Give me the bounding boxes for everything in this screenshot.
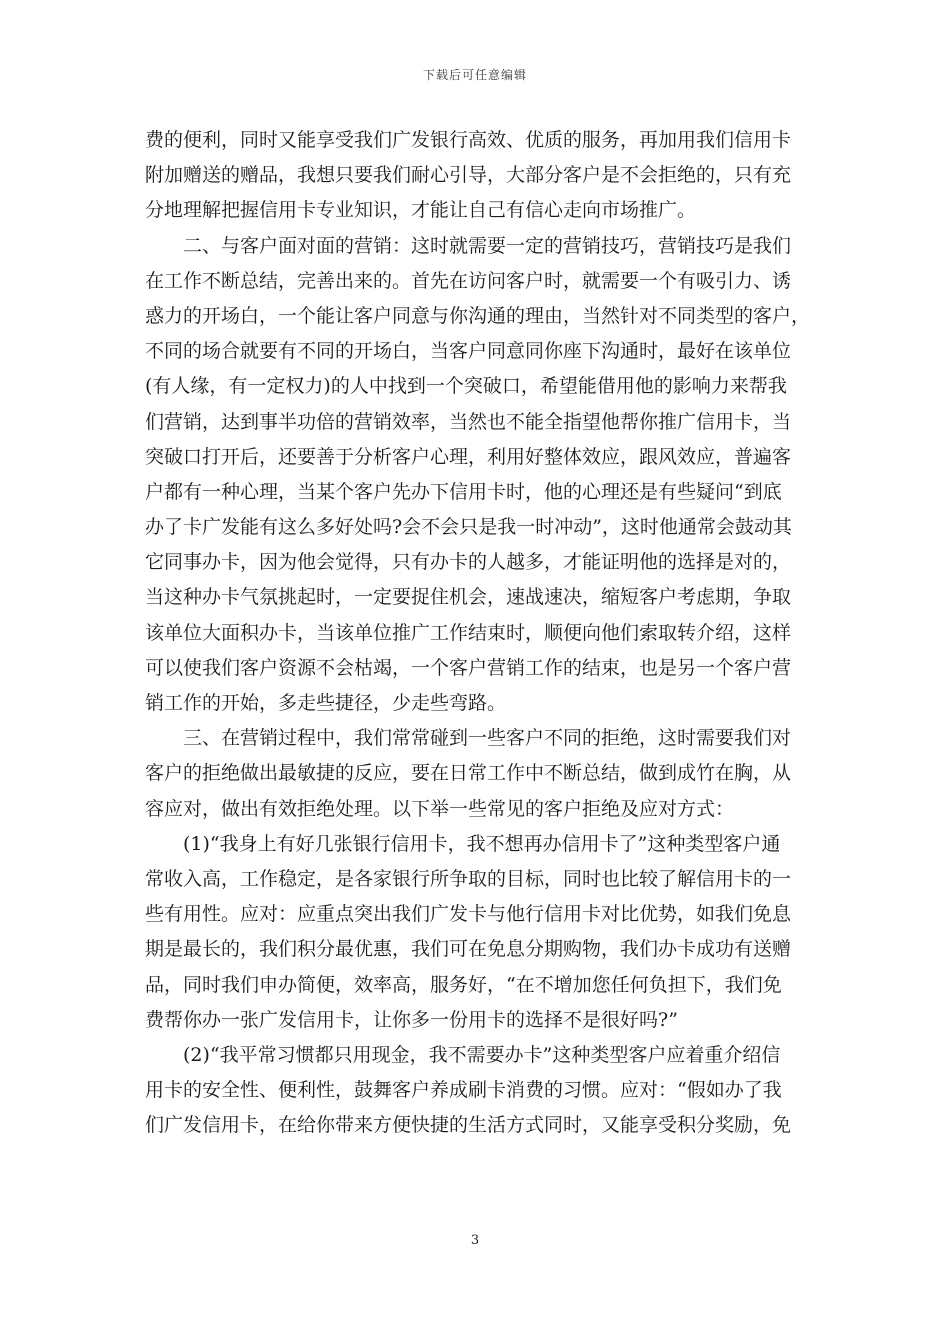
text-line: 不同的场合就要有不同的开场白，当客户同意同你座下沟通时，最好在该单位 — [145, 340, 792, 363]
text-line: 容应对，做出有效拒绝处理。以下举一些常见的客户拒绝及应对方式： — [145, 797, 735, 820]
text-line: 二、与客户面对面的营销：这时就需要一定的营销技巧，营销技巧是我们 — [145, 234, 792, 257]
page-number: 3 — [470, 1233, 480, 1248]
text-line: 们营销，达到事半功倍的营销效率，当然也不能全指望他帮你推广信用卡，当 — [145, 410, 792, 433]
text-line: 品，同时我们申办简便，效率高，服务好，“在不增加您任何负担下，我们免 — [145, 973, 782, 996]
text-line: (2)“我平常习惯都只用现金，我不需要办卡”这种类型客户应着重介绍信 — [145, 1043, 781, 1066]
text-line: 费帮你办一张广发信用卡，让你多一份用卡的选择不是很好吗?” — [145, 1008, 678, 1031]
text-line: 用卡的安全性、便利性，鼓舞客户养成刷卡消费的习惯。应对：“假如办了我 — [145, 1079, 782, 1102]
text-line: 该单位大面积办卡，当该单位推广工作结束时，顺便向他们索取转介绍，这样 — [145, 621, 792, 644]
text-line: 办了卡广发能有这么多好处吗?会不会只是我一时冲动”，这时他通常会鼓动其 — [145, 516, 792, 539]
text-line: 客户的拒绝做出最敏捷的反应，要在日常工作中不断总结，做到成竹在胸，从 — [145, 762, 792, 785]
document-body — [145, 123, 815, 1143]
text-line: 附加赠送的赠品，我想只要我们耐心引导，大部分客户是不会拒绝的，只有充 — [145, 164, 792, 187]
text-line: 当这种办卡气氛挑起时，一定要捉住机会，速战速决，缩短客户考虑期，争取 — [145, 586, 792, 609]
text-line: (有人缘，有一定权力)的人中找到一个突破口，希望能借用他的影响力来帮我 — [145, 375, 787, 398]
text-line: 期是最长的，我们积分最优惠，我们可在免息分期购物，我们办卡成功有送赠 — [145, 938, 792, 961]
text-line: 惑力的开场白，一个能让客户同意与你沟通的理由，当然针对不同类型的客户， — [145, 304, 811, 327]
text-line: 突破口打开后，还要善于分析客户心理，利用好整体效应，跟风效应，普遍客 — [145, 445, 792, 468]
text-line: 户都有一种心理，当某个客户先办下信用卡时，他的心理还是有些疑问“到底 — [145, 480, 782, 503]
text-line: 可以使我们客户资源不会枯竭，一个客户营销工作的结束，也是另一个客户营 — [145, 656, 792, 679]
text-line: (1)“我身上有好几张银行信用卡，我不想再办信用卡了”这种类型客户通 — [145, 832, 781, 855]
text-line: 销工作的开始，多走些捷径，少走些弯路。 — [145, 692, 507, 714]
text-line: 在工作不断总结，完善出来的。首先在访问客户时，就需要一个有吸引力、诱 — [145, 269, 792, 292]
text-line: 们广发信用卡，在给你带来方便快捷的生活方式同时，又能享受积分奖励，免 — [145, 1114, 792, 1137]
text-line: 常收入高，工作稳定，是各家银行所争取的目标，同时也比较了解信用卡的一 — [145, 867, 792, 890]
text-line: 三、在营销过程中，我们常常碰到一些客户不同的拒绝，这时需要我们对 — [145, 727, 792, 750]
page-header: 下载后可任意编辑 — [422, 68, 527, 82]
text-line: 费的便利，同时又能享受我们广发银行高效、优质的服务，再加用我们信用卡 — [145, 129, 792, 151]
text-line: 些有用性。应对：应重点突出我们广发卡与他行信用卡对比优势，如我们免息 — [145, 903, 792, 926]
text-line: 分地理解把握信用卡专业知识，才能让自己有信心走向市场推广。 — [145, 199, 697, 222]
text-line: 它同事办卡，因为他会觉得，只有办卡的人越多，才能证明他的选择是对的， — [145, 551, 792, 574]
